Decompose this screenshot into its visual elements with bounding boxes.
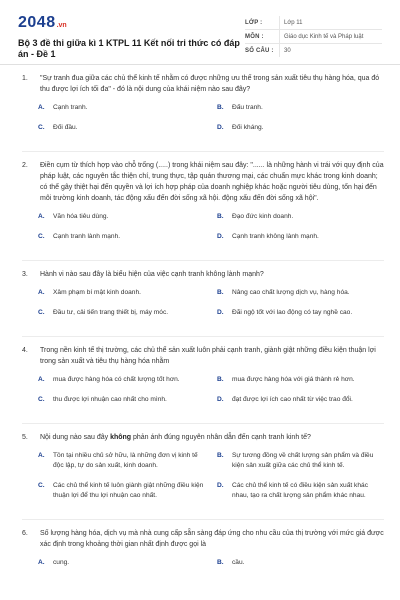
option-letter: C. bbox=[38, 396, 45, 403]
option-a[interactable] bbox=[38, 451, 205, 471]
option-b[interactable] bbox=[217, 375, 384, 385]
option-letter: B. bbox=[217, 452, 224, 459]
option-letter: A. bbox=[38, 376, 45, 383]
question-1 bbox=[22, 73, 384, 143]
meta-row-grade bbox=[245, 16, 382, 30]
option-text: Đạo đức kinh doanh. bbox=[232, 213, 294, 220]
option-text: Đối kháng. bbox=[232, 124, 264, 131]
option-c[interactable] bbox=[38, 232, 205, 242]
question-stem bbox=[22, 528, 384, 550]
question-divider bbox=[22, 336, 384, 337]
option-b[interactable] bbox=[217, 288, 384, 298]
meta-value: 30 bbox=[279, 44, 291, 57]
meta-label: SỐ CÂU : bbox=[245, 47, 274, 54]
option-letter: A. bbox=[38, 452, 45, 459]
question-divider bbox=[22, 260, 384, 261]
question-divider bbox=[22, 423, 384, 424]
question-stem bbox=[22, 345, 384, 367]
header bbox=[0, 0, 400, 62]
option-a[interactable] bbox=[38, 288, 205, 298]
option-letter: C. bbox=[38, 233, 45, 240]
option-letter: C. bbox=[38, 124, 45, 131]
question-text: Số lượng hàng hóa, dịch vụ mà nhà cung cấp sẵn sàng đáp ứng cho nhu cầu của thị trường với mức giá được xác định trong khoảng thời gian nhất định được gọi là bbox=[40, 530, 384, 548]
option-text: Các chủ thể kinh tế luôn giành giật những điều kiện thuận lợi để thu lợi nhuận cao nhất. bbox=[53, 482, 204, 499]
option-list bbox=[38, 288, 384, 328]
option-c[interactable] bbox=[38, 123, 205, 133]
question-text bbox=[40, 432, 384, 443]
option-text: Sự tương đồng về chất lượng sản phẩm và điều kiện sản xuất giữa các chủ thể kinh tế. bbox=[232, 452, 374, 469]
option-d[interactable] bbox=[217, 123, 384, 133]
option-letter: B. bbox=[217, 213, 224, 220]
question-stem bbox=[22, 432, 384, 443]
option-text: Các chủ thể kinh tế có điều kiện sản xuất khác nhau, tạo ra chất lượng sản phẩm khác nhau. bbox=[232, 482, 368, 499]
question-3 bbox=[22, 269, 384, 328]
option-text: Văn hóa tiêu dùng. bbox=[53, 213, 109, 220]
option-text: Nâng cao chất lượng dịch vụ, hàng hóa. bbox=[232, 289, 350, 296]
option-c[interactable] bbox=[38, 395, 205, 405]
option-text: Cạnh tranh không lành mạnh. bbox=[232, 233, 319, 240]
question-number: 3. bbox=[22, 271, 28, 278]
meta-value: Lớp 11 bbox=[279, 16, 303, 29]
option-text: Đãi ngộ tốt với lao động có tay nghề cao. bbox=[232, 309, 353, 316]
meta-label: LỚP : bbox=[245, 19, 263, 26]
option-b[interactable] bbox=[217, 212, 384, 222]
option-a[interactable] bbox=[38, 375, 205, 385]
option-text: Đối đầu. bbox=[53, 124, 78, 131]
option-letter: D. bbox=[217, 396, 224, 403]
option-list bbox=[38, 212, 384, 252]
question-number: 6. bbox=[22, 530, 28, 537]
question-stem bbox=[22, 269, 384, 280]
option-text: Đầu tư, cải tiến trang thiết bị, máy móc. bbox=[53, 309, 169, 316]
question-number: 1. bbox=[22, 75, 28, 82]
option-text: Xâm phạm bí mật kinh doanh. bbox=[53, 289, 141, 296]
option-c[interactable] bbox=[38, 308, 205, 318]
question-text: Hành vi nào sau đây là biểu hiện của việc cạnh tranh không lành mạnh? bbox=[40, 271, 264, 278]
option-list bbox=[38, 558, 384, 578]
option-letter: D. bbox=[217, 124, 224, 131]
option-d[interactable] bbox=[217, 308, 384, 318]
question-number: 2. bbox=[22, 162, 28, 169]
option-text: Đấu tranh. bbox=[232, 104, 263, 111]
option-letter: C. bbox=[38, 309, 45, 316]
option-letter: B. bbox=[217, 289, 224, 296]
option-letter: B. bbox=[217, 559, 224, 566]
exam-meta bbox=[245, 16, 382, 56]
question-stem bbox=[22, 160, 384, 204]
question-number: 5. bbox=[22, 434, 28, 441]
question-text-before: Nội dung nào sau đây bbox=[40, 434, 111, 441]
option-text: thu được lợi nhuận cao nhất cho mình. bbox=[53, 396, 167, 403]
header-left bbox=[18, 14, 245, 59]
question-5 bbox=[22, 432, 384, 511]
option-letter: A. bbox=[38, 104, 45, 111]
option-a[interactable] bbox=[38, 558, 205, 568]
option-letter: D. bbox=[217, 233, 224, 240]
question-number: 4. bbox=[22, 347, 28, 354]
option-letter: A. bbox=[38, 559, 45, 566]
meta-value: Giáo dục Kinh tế và Pháp luật bbox=[279, 30, 363, 43]
option-list bbox=[38, 451, 384, 511]
question-text: "Sự tranh đua giữa các chủ thể kinh tế nhằm có được những ưu thế trong sản xuất tiêu thụ hàng hóa, qua đó thu được lợi ích tối đa" - đó là nội dung của khái niệm nào sau đây? bbox=[40, 75, 380, 93]
meta-row-subject bbox=[245, 30, 382, 44]
option-text: Cạnh tranh lành mạnh. bbox=[53, 233, 121, 240]
meta-row-count bbox=[245, 44, 382, 57]
option-text: mua được hàng hóa có chất lượng tốt hơn. bbox=[53, 376, 180, 383]
logo-suffix: .vn bbox=[56, 22, 67, 29]
option-text: cầu. bbox=[232, 559, 245, 566]
option-letter: B. bbox=[217, 104, 224, 111]
question-divider bbox=[22, 151, 384, 152]
page-title: Bộ 3 đề thi giữa kì 1 KTPL 11 Kết nối tri thức có đáp án - Đề 1 bbox=[18, 38, 240, 59]
option-text: mua được hàng hóa với giá thành rẻ hơn. bbox=[232, 376, 355, 383]
option-c[interactable] bbox=[38, 481, 205, 501]
question-4 bbox=[22, 345, 384, 415]
option-b[interactable] bbox=[217, 451, 384, 471]
option-letter: A. bbox=[38, 213, 45, 220]
question-6 bbox=[22, 528, 384, 578]
question-stem bbox=[22, 73, 384, 95]
option-d[interactable] bbox=[217, 395, 384, 405]
option-a[interactable] bbox=[38, 212, 205, 222]
option-b[interactable] bbox=[217, 103, 384, 113]
question-divider bbox=[22, 519, 384, 520]
question-2 bbox=[22, 160, 384, 252]
option-b[interactable] bbox=[217, 558, 384, 568]
question-text: Điền cụm từ thích hợp vào chỗ trống (.....) trong khái niệm sau đây: "...... là những hành vi trái với quy định của pháp luật, các nguyên tắc thiện chí, trung thực, tập quán thương mại, các chuẩn mực khác trong kinh doanh; có thể gây thiệt hại đến quyền và lợi ích hợp pháp của doanh nghiệp khác hoặc người tiêu dùng, tổn hại đến môi trường kinh doanh, tác động xấu đến đời sống xã hội. động xấu đến đời sống xã hội". bbox=[40, 162, 384, 202]
option-d[interactable] bbox=[217, 232, 384, 242]
option-text: đạt được lợi ích cao nhất từ việc trao đổi. bbox=[232, 396, 353, 403]
option-letter: B. bbox=[217, 376, 224, 383]
option-text: cung. bbox=[53, 559, 70, 566]
option-list bbox=[38, 103, 384, 143]
question-text-emphasis: không bbox=[110, 434, 132, 441]
site-logo[interactable] bbox=[18, 14, 245, 32]
logo-number: 2048 bbox=[18, 14, 56, 31]
option-letter: C. bbox=[38, 482, 45, 489]
option-letter: D. bbox=[217, 309, 224, 316]
question-text-after: phản ánh đúng nguyên nhân dẫn đến cạnh tranh kinh tế? bbox=[131, 434, 311, 441]
question-text: Trong nền kinh tế thị trường, các chủ thể sản xuất luôn phải cạnh tranh, giành giật những điều kiện thuận lợi trong sản xuất và tiêu thụ hàng hóa nhằm bbox=[40, 347, 376, 365]
option-letter: A. bbox=[38, 289, 45, 296]
option-letter: D. bbox=[217, 482, 224, 489]
option-text: Tồn tại nhiều chủ sở hữu, là những đơn vị kinh tế độc lập, tự do sản xuất, kinh doanh. bbox=[53, 452, 198, 469]
question-list bbox=[0, 65, 400, 578]
option-list bbox=[38, 375, 384, 415]
option-text: Cạnh tranh. bbox=[53, 104, 88, 111]
option-d[interactable] bbox=[217, 481, 384, 501]
option-a[interactable] bbox=[38, 103, 205, 113]
meta-label: MÔN : bbox=[245, 33, 264, 40]
